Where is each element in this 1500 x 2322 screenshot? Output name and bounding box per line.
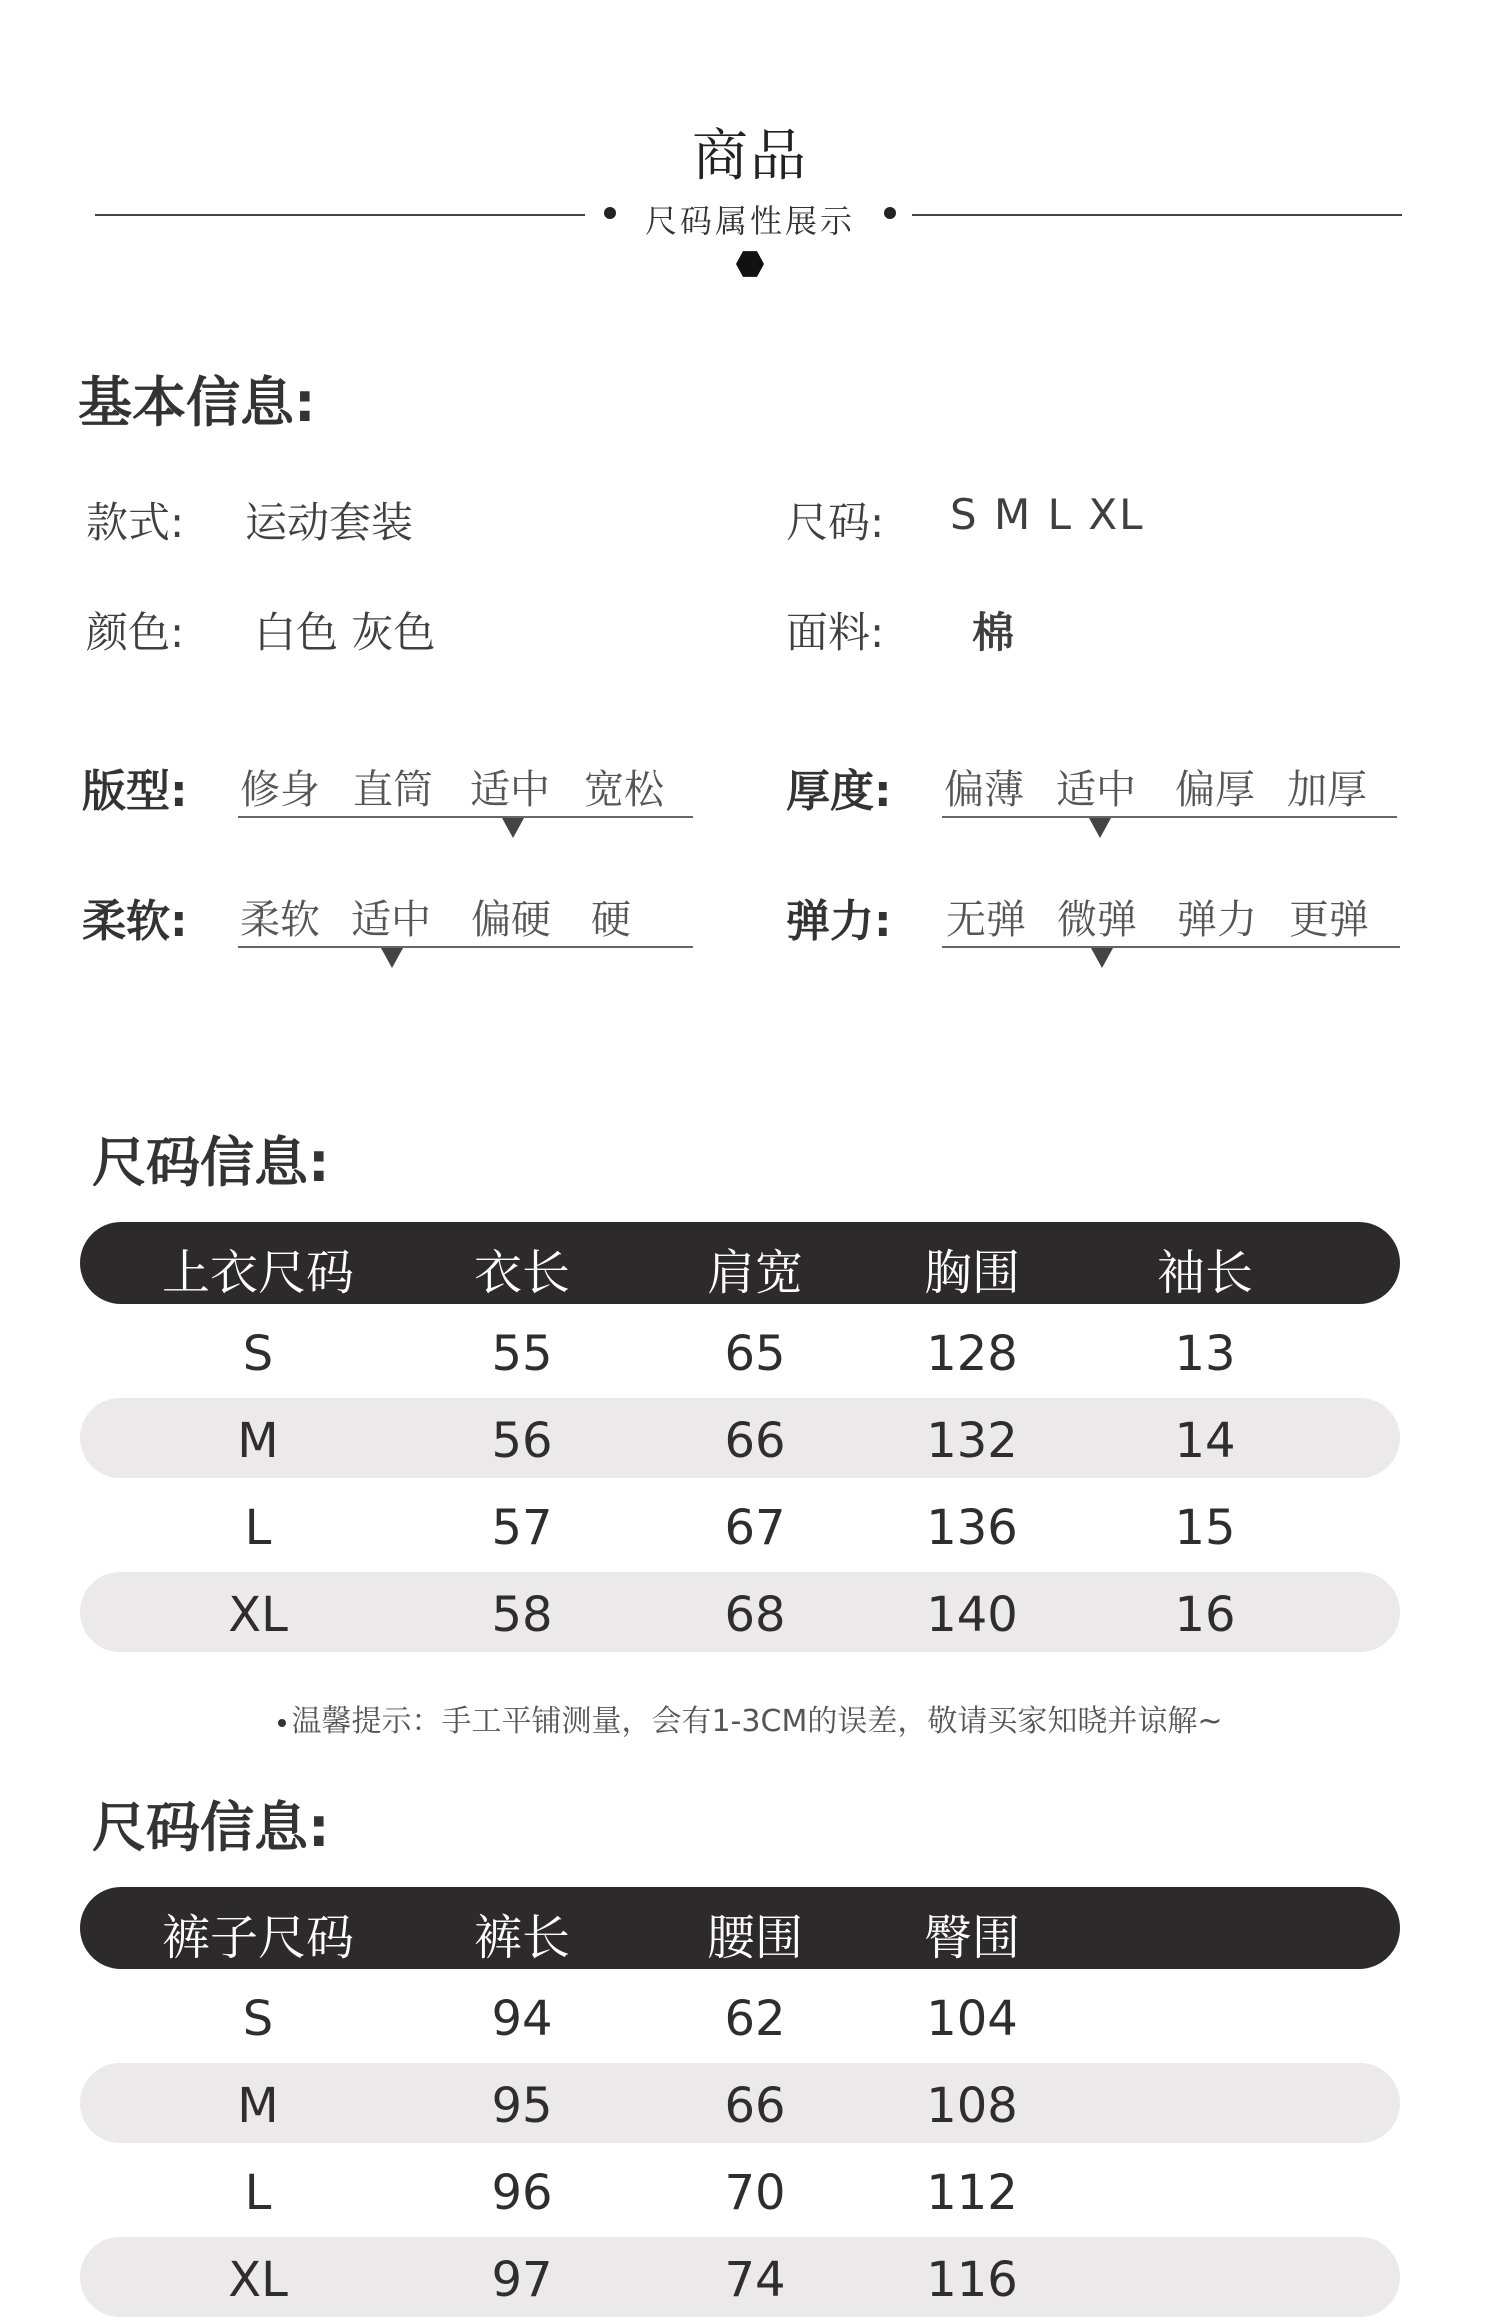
- header-divider-right: [912, 214, 1402, 216]
- header-cell: 衣长: [473, 1245, 570, 1301]
- fit-scale: [238, 758, 693, 818]
- thickness-option: 偏厚: [1175, 767, 1255, 813]
- table-row: [80, 1976, 1400, 2056]
- table-cell: 94: [491, 1991, 553, 2047]
- table-cell: 55: [491, 1326, 553, 1382]
- header-cell: 腰围: [706, 1910, 803, 1966]
- softness-label: 柔软:: [82, 896, 188, 947]
- pants-size-title: 尺码信息:: [92, 1796, 330, 1859]
- softness-scale: [238, 888, 693, 948]
- table-cell: XL: [228, 2252, 288, 2308]
- table-cell: 68: [724, 1587, 786, 1643]
- table-cell: 108: [926, 2078, 1018, 2134]
- softness-marker-icon: [381, 948, 403, 968]
- softness-option: 偏硬: [471, 897, 551, 943]
- fit-marker-icon: [502, 818, 524, 838]
- softness-option: 硬: [591, 897, 631, 943]
- table-cell: 62: [724, 1991, 786, 2047]
- page-title: 商品: [692, 124, 808, 189]
- style-label: 款式:: [86, 498, 185, 547]
- color-value: 白色 灰色: [254, 608, 436, 657]
- size-label: 尺码:: [786, 498, 885, 547]
- table-cell: 66: [724, 1413, 786, 1469]
- table-cell: S: [242, 1326, 274, 1382]
- note-text: 温馨提示：手工平铺测量，会有1-3CM的误差，敬请买家知晓并谅解~: [291, 1704, 1223, 1739]
- table-row: [80, 1572, 1400, 1652]
- table-cell: 16: [1174, 1587, 1236, 1643]
- table-row: [80, 1311, 1400, 1391]
- thickness-option: 加厚: [1287, 767, 1367, 813]
- thickness-marker-icon: [1089, 818, 1111, 838]
- elasticity-scale: [942, 888, 1400, 948]
- table-cell: 140: [926, 1587, 1018, 1643]
- table-cell: XL: [228, 1587, 288, 1643]
- table-row: [80, 1398, 1400, 1478]
- elasticity-option: 无弹: [946, 897, 1026, 943]
- table-cell: 56: [491, 1413, 553, 1469]
- elasticity-option: 微弹: [1057, 897, 1137, 943]
- table-cell: 67: [724, 1500, 786, 1556]
- thickness-option: 偏薄: [944, 767, 1024, 813]
- header-cell: 上衣尺码: [161, 1245, 354, 1301]
- hexagon-icon: [736, 250, 764, 278]
- table-cell: 116: [926, 2252, 1018, 2308]
- fit-option: 适中: [470, 767, 550, 813]
- table-cell: 112: [926, 2165, 1018, 2221]
- elasticity-marker-icon: [1091, 948, 1113, 968]
- softness-option: 柔软: [240, 897, 320, 943]
- thickness-scale: [942, 758, 1397, 818]
- table-cell: 70: [724, 2165, 786, 2221]
- table-cell: 65: [724, 1326, 786, 1382]
- table-cell: 66: [724, 2078, 786, 2134]
- table-cell: L: [244, 2165, 272, 2221]
- basic-info-title: 基本信息:: [78, 371, 316, 434]
- table-cell: L: [244, 1500, 272, 1556]
- thickness-scale-line: [942, 816, 1397, 818]
- table-cell: M: [237, 1413, 279, 1469]
- top-size-table: [80, 1222, 1400, 1652]
- table-cell: 14: [1174, 1413, 1236, 1469]
- fabric-label: 面料:: [786, 608, 885, 657]
- table-cell: 13: [1174, 1326, 1236, 1382]
- table-header: [80, 1887, 1400, 1969]
- fit-scale-line: [238, 816, 693, 818]
- table-header: [80, 1222, 1400, 1304]
- header-cell: 肩宽: [706, 1245, 803, 1301]
- fit-option: 修身: [240, 767, 320, 813]
- thickness-option: 适中: [1056, 767, 1136, 813]
- table-cell: 128: [926, 1326, 1018, 1382]
- table-cell: 132: [926, 1413, 1018, 1469]
- table-row: [80, 2150, 1400, 2230]
- table-cell: 104: [926, 1991, 1018, 2047]
- header-cell: 袖长: [1156, 1245, 1253, 1301]
- bullet-icon: [278, 1719, 286, 1727]
- header-cell: 裤子尺码: [161, 1910, 354, 1966]
- table-row: [80, 1485, 1400, 1565]
- table-cell: 95: [491, 2078, 553, 2134]
- color-label: 颜色:: [86, 608, 185, 657]
- top-size-title: 尺码信息:: [92, 1131, 330, 1194]
- table-cell: 97: [491, 2252, 553, 2308]
- table-cell: 74: [724, 2252, 786, 2308]
- elasticity-label: 弹力:: [786, 896, 892, 947]
- table-row: [80, 2237, 1400, 2317]
- fabric-value: 棉: [972, 608, 1015, 657]
- fit-option: 宽松: [584, 767, 664, 813]
- softness-scale-line: [238, 946, 693, 948]
- elasticity-scale-line: [942, 946, 1400, 948]
- table-cell: 136: [926, 1500, 1018, 1556]
- table-cell: 15: [1174, 1500, 1236, 1556]
- size-value: S M L XL: [950, 490, 1145, 539]
- table-row: [80, 2063, 1400, 2143]
- softness-option: 适中: [351, 897, 431, 943]
- table-cell: M: [237, 2078, 279, 2134]
- header-cell: 裤长: [473, 1910, 570, 1966]
- elasticity-option: 弹力: [1177, 897, 1257, 943]
- pants-size-table: [80, 1887, 1400, 2317]
- fit-label: 版型:: [82, 766, 188, 817]
- header-cell: 臀围: [923, 1910, 1020, 1966]
- fit-option: 直筒: [353, 767, 433, 813]
- table-cell: 58: [491, 1587, 553, 1643]
- table-cell: 96: [491, 2165, 553, 2221]
- table-cell: 57: [491, 1500, 553, 1556]
- page-subtitle: 尺码属性展示: [644, 202, 855, 240]
- header-dot-right: [884, 207, 896, 219]
- style-value: 运动套装: [245, 498, 414, 547]
- table-cell: S: [242, 1991, 274, 2047]
- thickness-label: 厚度:: [786, 766, 892, 817]
- measurement-note: [0, 1696, 1500, 1740]
- header-cell: 胸围: [923, 1245, 1020, 1301]
- elasticity-option: 更弹: [1289, 897, 1369, 943]
